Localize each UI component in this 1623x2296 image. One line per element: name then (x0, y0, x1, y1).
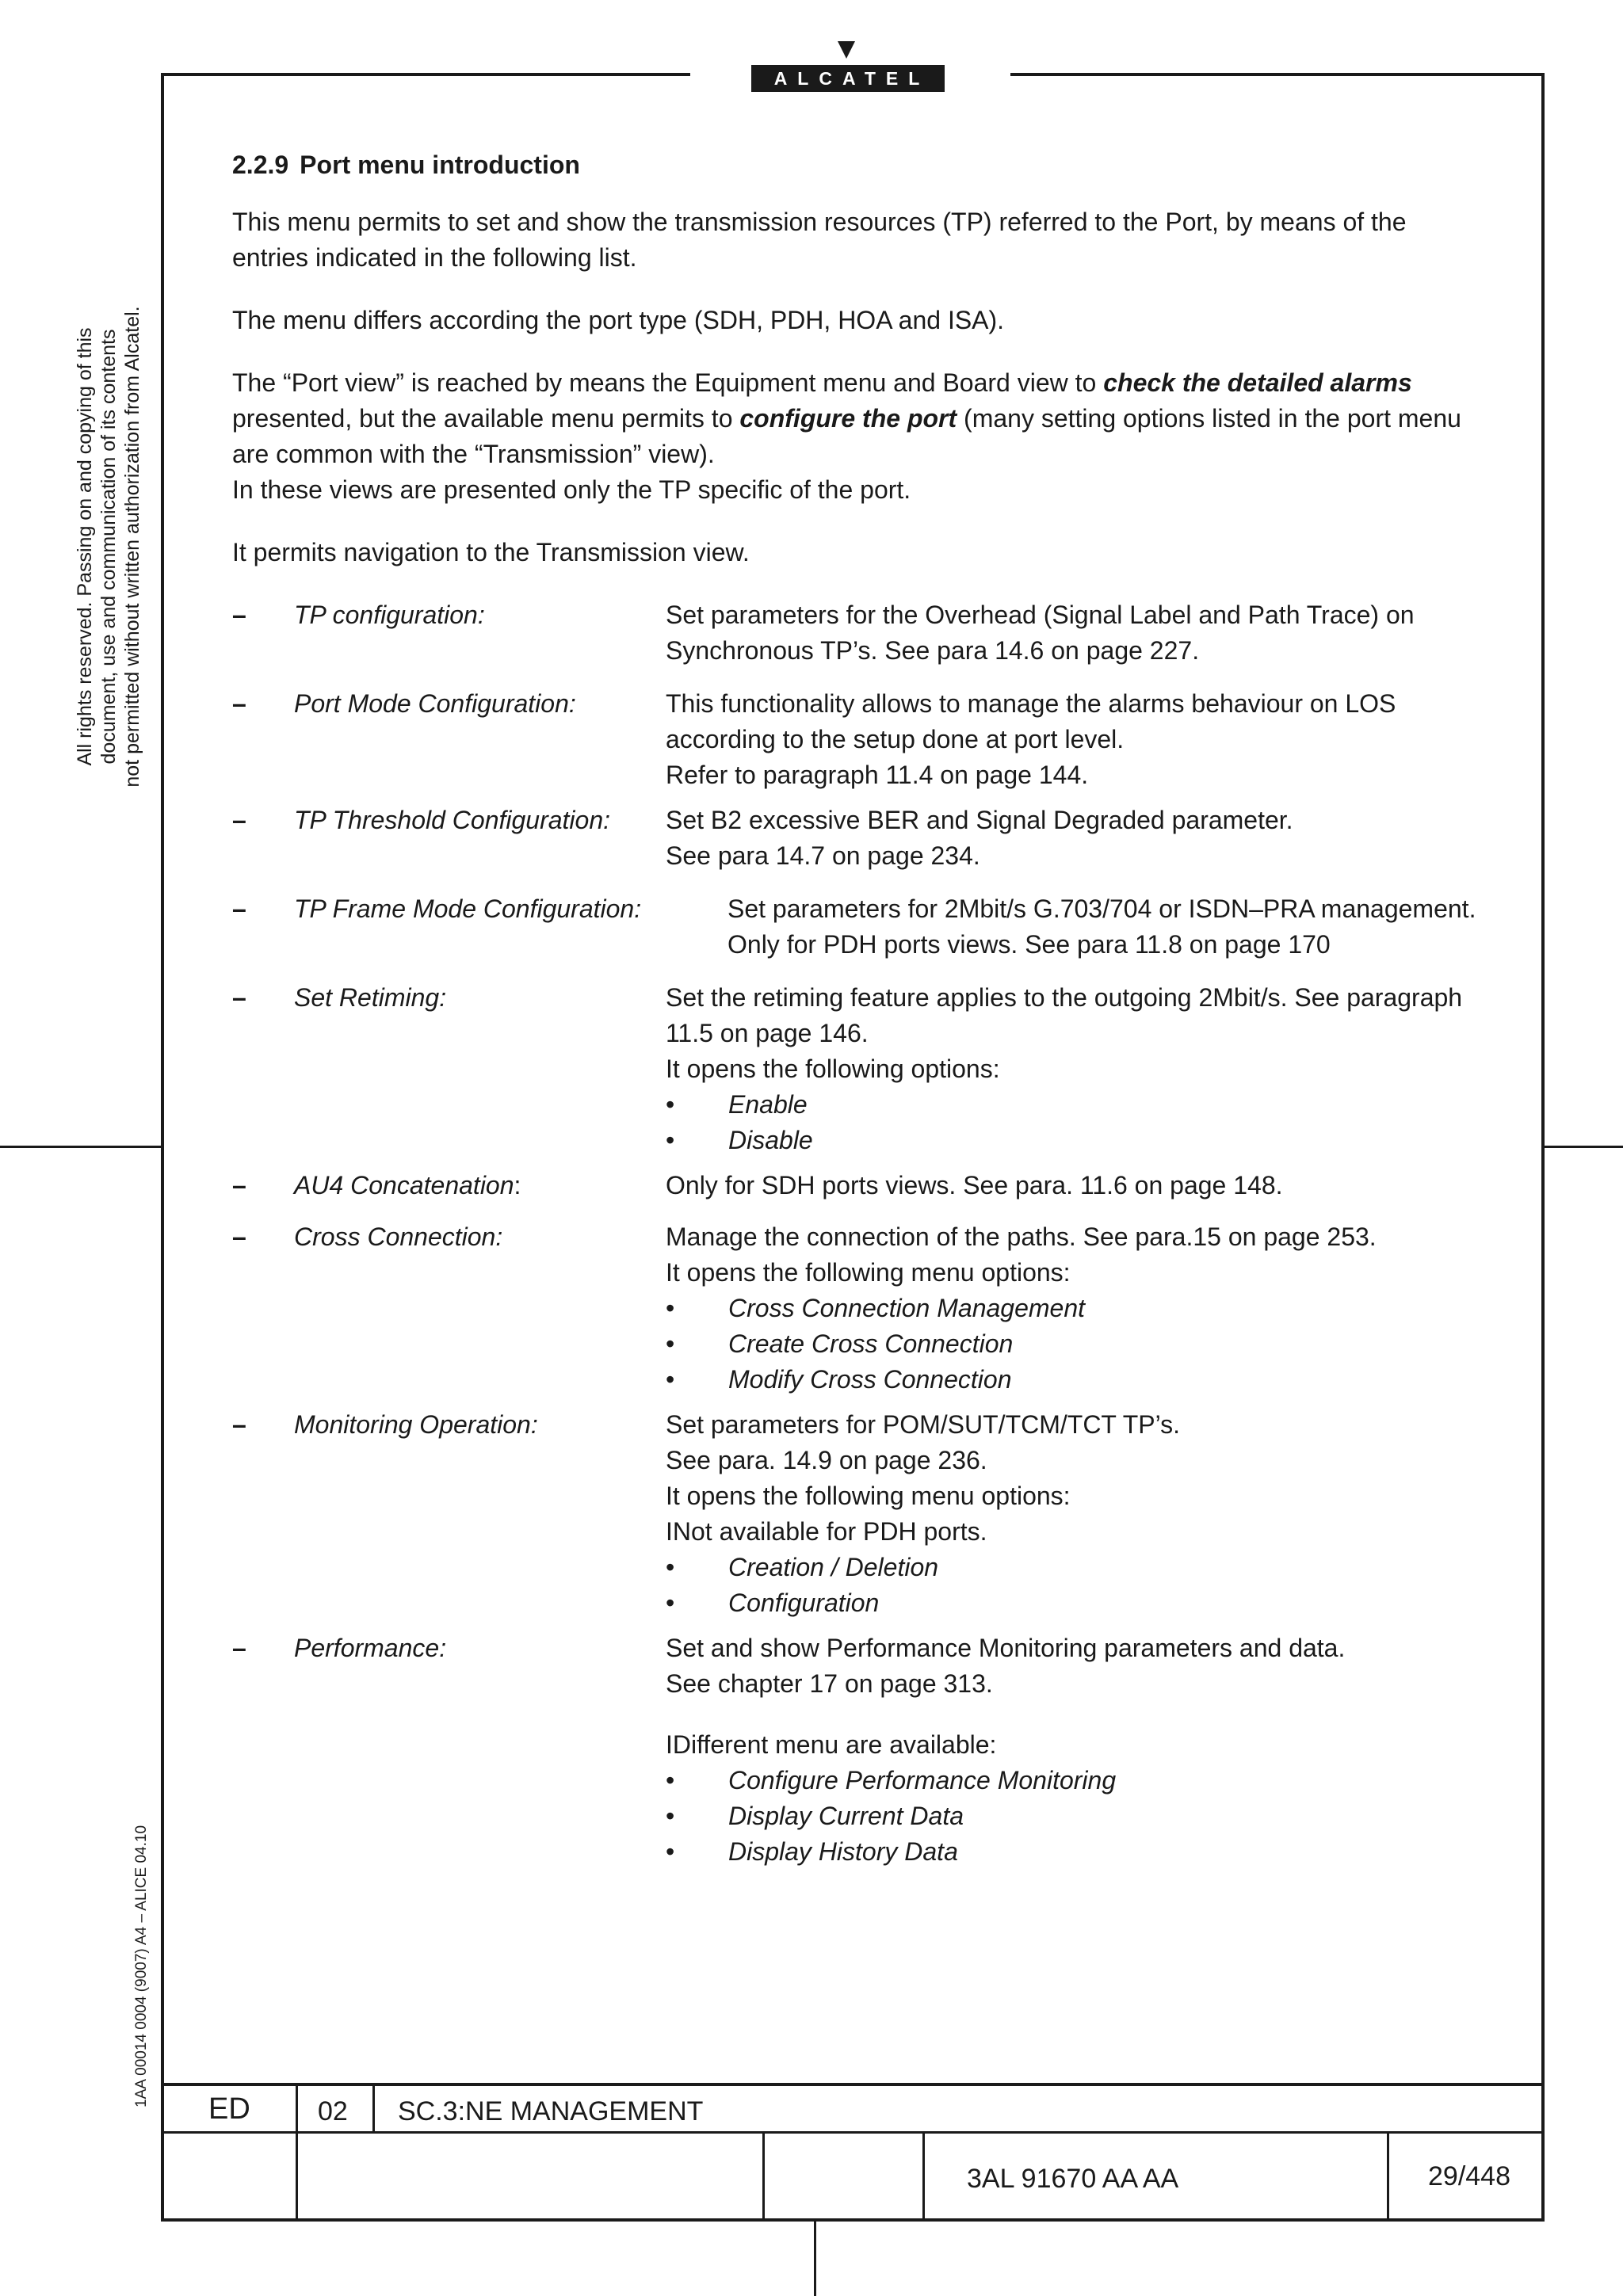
intro-text-4: It permits navigation to the Transmission view. (232, 538, 750, 566)
option-label: Display Current Data (728, 1802, 964, 1830)
description-line: Only for PDH ports views. See para 11.8 on page 170 (727, 930, 1331, 959)
description-line: It opens the following options: (666, 1055, 1000, 1083)
description-line: It opens the following menu options: (666, 1258, 1071, 1287)
main-content (232, 147, 1484, 1870)
menu-entry-description (666, 803, 1484, 874)
footer-page-number: 29/448 (1428, 2161, 1510, 2191)
intro-text-2: The menu differs according the port type (SDH, PDH, HOA and ISA). (232, 306, 1005, 334)
intro-text-3f: In these views are presented only the TP specific of the port. (232, 475, 911, 504)
option-bullet-item (666, 1550, 1484, 1585)
description-line: Set the retiming feature applies to the outgoing 2Mbit/s. See paragraph 11.5 on page 146. (666, 983, 1463, 1047)
section-heading (232, 147, 1484, 183)
fold-mark-right (1545, 1146, 1623, 1148)
menu-entry-term-text: Performance: (294, 1634, 447, 1662)
alcatel-logo (749, 38, 947, 95)
footer-divider-1 (296, 2083, 298, 2222)
menu-entry-term (294, 686, 576, 722)
dash-marker: – (232, 894, 246, 923)
frame-top-left-border (161, 73, 690, 76)
option-label: Display History Data (728, 1837, 958, 1866)
intro-text-3c: presented, but the available menu permits to (232, 404, 740, 433)
footer-divider-2 (372, 2083, 375, 2132)
menu-entry-term (294, 980, 446, 1016)
copyright-line-3: not permitted without written authorization from Alcatel. (121, 306, 143, 788)
emphasis-configure-port: configure the port (739, 404, 957, 433)
menu-entry-description (666, 980, 1484, 1158)
emphasis-check-alarms: check the detailed alarms (1103, 368, 1412, 397)
copyright-line-2: document, use and communication of its contents (97, 329, 120, 765)
footer-divider-3 (762, 2131, 765, 2222)
option-bullet-item (666, 1291, 1484, 1326)
footer-middle-border (161, 2131, 1545, 2134)
option-label: Disable (728, 1126, 813, 1154)
option-label: Cross Connection Management (728, 1294, 1086, 1322)
fold-mark-left (0, 1146, 161, 1148)
menu-entry-term-text: Port Mode Configuration: (294, 689, 576, 718)
dash-marker: – (232, 1222, 246, 1251)
description-line: Refer to paragraph 11.4 on page 144. (666, 761, 1089, 789)
description-line: IDifferent menu are available: (666, 1730, 997, 1759)
option-bullet-item (666, 1362, 1484, 1398)
option-bullet-item (666, 1798, 1484, 1834)
option-bullet-item (666, 1087, 1484, 1123)
logo-triangle-icon (838, 41, 855, 59)
dash-marker: – (232, 1634, 246, 1662)
fold-mark-bottom (814, 2222, 816, 2296)
bullet-dot-icon: • (666, 1553, 675, 1581)
menu-entry-description (666, 1168, 1484, 1203)
form-code: 1AA 00014 0004 (9007) A4 – ALICE 04.10 (133, 1825, 150, 2107)
menu-entry-term-text: Monitoring Operation: (294, 1410, 538, 1439)
option-label: Configuration (728, 1589, 880, 1617)
menu-entry-term (294, 1219, 502, 1255)
option-bullet-item (666, 1326, 1484, 1362)
menu-entry-description (666, 1630, 1484, 1870)
footer-bottom-border (161, 2218, 1545, 2222)
menu-entry (232, 1168, 1484, 1203)
menu-entry (232, 980, 1484, 1158)
option-bullet-item (666, 1123, 1484, 1158)
option-label: Creation / Deletion (728, 1553, 939, 1581)
menu-entry-term-suffix: : (514, 1171, 521, 1199)
footer-section-title: SC.3:NE MANAGEMENT (398, 2096, 704, 2126)
bullet-dot-icon: • (666, 1365, 675, 1394)
bullet-dot-icon: • (666, 1126, 675, 1154)
intro-paragraph-2 (232, 303, 1484, 338)
intro-text-3e: (many setting options listed in the port menu are common with the “Transmission” view). (232, 404, 1461, 468)
copyright-line-1: All rights reserved. Passing on and copying of this (74, 327, 96, 766)
intro-paragraph-3 (232, 365, 1484, 508)
intro-text-3a: The “Port view” is reached by means the Equipment menu and Board view to (232, 368, 1104, 397)
dash-marker: – (232, 601, 246, 629)
bullet-dot-icon: • (666, 1589, 675, 1617)
footer-top-border (161, 2083, 1545, 2086)
dash-marker: – (232, 983, 246, 1012)
footer-divider-5 (1387, 2131, 1389, 2222)
option-bullet-item (666, 1763, 1484, 1798)
intro-paragraph-4 (232, 535, 1484, 570)
description-line: Set parameters for POM/SUT/TCM/TCT TP’s. (666, 1410, 1181, 1439)
description-line: Set B2 excessive BER and Signal Degraded parameter. (666, 806, 1293, 834)
description-line: This functionality allows to manage the alarms behaviour on LOS according to the setup done at port level. (666, 689, 1396, 753)
option-bullet-item (666, 1585, 1484, 1621)
bullet-dot-icon: • (666, 1294, 675, 1322)
description-line: Only for SDH ports views. See para. 11.6 on page 148. (666, 1171, 1283, 1199)
menu-entry-term-text: AU4 Concatenation (294, 1171, 514, 1199)
description-line: Set parameters for the Overhead (Signal Label and Path Trace) on Synchronous TP’s. See para 14.6 on page 227. (666, 601, 1415, 665)
dash-marker: – (232, 1171, 246, 1199)
menu-entry-description (666, 597, 1484, 669)
menu-entry-description (666, 1407, 1484, 1621)
menu-entry-description (666, 1219, 1484, 1398)
description-spacer (666, 1702, 1484, 1727)
footer-ed-value: 02 (318, 2096, 348, 2126)
bullet-dot-icon: • (666, 1090, 675, 1119)
intro-paragraph-1 (232, 204, 1484, 276)
menu-entry-term (294, 597, 485, 633)
menu-entry-term (294, 803, 610, 838)
menu-entry-term (294, 891, 641, 927)
menu-entry-term-text: Cross Connection: (294, 1222, 503, 1251)
menu-entry-description (727, 891, 1484, 963)
description-line: See para 14.7 on page 234. (666, 841, 980, 870)
description-line: See chapter 17 on page 313. (666, 1669, 993, 1698)
dash-marker: – (232, 1410, 246, 1439)
frame-left-border (161, 73, 164, 2222)
menu-entry-term-text: TP Threshold Configuration: (294, 806, 611, 834)
footer-ed-label: ED (208, 2092, 250, 2126)
intro-text-1: This menu permits to set and show the transmission resources (TP) referred to the Port, by means of the entries indicated in the following list. (232, 208, 1407, 272)
footer-divider-4 (922, 2131, 925, 2222)
menu-entry-list (232, 597, 1484, 1870)
menu-entry (232, 1219, 1484, 1398)
bullet-dot-icon: • (666, 1802, 675, 1830)
description-line: Set and show Performance Monitoring parameters and data. (666, 1634, 1346, 1662)
description-line: It opens the following menu options: (666, 1482, 1071, 1510)
menu-entry (232, 686, 1484, 793)
menu-entry (232, 1630, 1484, 1870)
bullet-dot-icon: • (666, 1329, 675, 1358)
intro-text-3 (232, 365, 1484, 472)
option-bullet-item (666, 1834, 1484, 1870)
logo-wordmark: ALCATEL (751, 65, 945, 92)
section-number: 2.2.9 (232, 151, 289, 179)
bullet-dot-icon: • (666, 1766, 675, 1794)
description-line: Manage the connection of the paths. See para.15 on page 253. (666, 1222, 1377, 1251)
description-line: Set parameters for 2Mbit/s G.703/704 or ISDN–PRA management. (727, 894, 1476, 923)
menu-entry-description (666, 686, 1484, 793)
option-label: Create Cross Connection (728, 1329, 1014, 1358)
description-line: See para. 14.9 on page 236. (666, 1446, 987, 1474)
menu-entry-term (294, 1168, 521, 1203)
menu-entry (232, 1407, 1484, 1621)
menu-entry-term (294, 1407, 538, 1443)
footer-doc-code: 3AL 91670 AA AA (967, 2164, 1179, 2194)
bullet-dot-icon: • (666, 1837, 675, 1866)
menu-entry-term (294, 1630, 446, 1666)
description-line: INot available for PDH ports. (666, 1517, 987, 1546)
dash-marker: – (232, 806, 246, 834)
menu-entry-term-text: Set Retiming: (294, 983, 447, 1012)
option-label: Enable (728, 1090, 808, 1119)
section-title: Port menu introduction (300, 151, 580, 179)
dash-marker: – (232, 689, 246, 718)
frame-top-right-border (1010, 73, 1545, 76)
option-label: Configure Performance Monitoring (728, 1766, 1117, 1794)
menu-entry (232, 891, 1484, 963)
menu-entry (232, 597, 1484, 669)
copyright-notice (73, 269, 144, 824)
menu-entry-term-text: TP Frame Mode Configuration: (294, 894, 642, 923)
option-label: Modify Cross Connection (728, 1365, 1012, 1394)
menu-entry (232, 803, 1484, 874)
menu-entry-term-text: TP configuration: (294, 601, 485, 629)
